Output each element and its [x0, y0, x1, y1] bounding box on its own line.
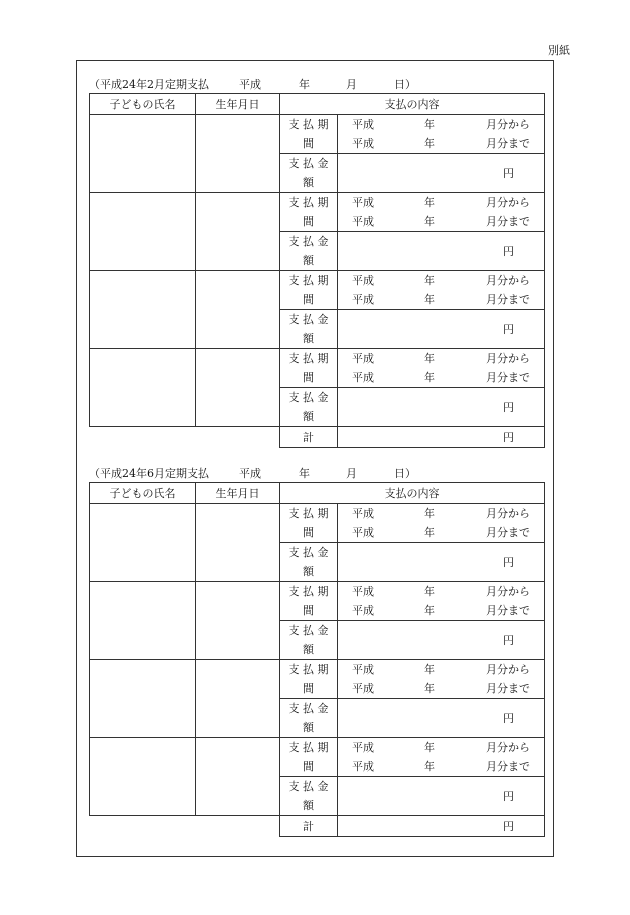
amount-label	[280, 621, 338, 660]
child-row	[90, 738, 545, 777]
amount-label	[280, 543, 338, 582]
period-label-line1: 支 払 期	[288, 741, 329, 754]
period-from-month: 月分から	[486, 663, 530, 676]
yen-unit: 円	[503, 401, 514, 414]
amount-label-line1: 支 払 金	[288, 780, 329, 793]
yen-unit: 円	[503, 556, 514, 569]
amount-label-line1: 支 払 金	[288, 391, 329, 404]
amount-label-line2: 額	[303, 721, 314, 734]
period-to	[338, 757, 544, 776]
total-yen-unit: 円	[503, 820, 514, 833]
period-from-era: 平成	[352, 274, 374, 287]
period-from	[338, 660, 544, 679]
amount-label	[280, 232, 338, 271]
total-row	[90, 816, 545, 837]
birth-date-cell[interactable]	[196, 660, 280, 738]
child-name-cell[interactable]	[90, 582, 196, 660]
child-name-cell[interactable]	[90, 115, 196, 193]
period-to-era: 平成	[352, 293, 374, 306]
birth-date-cell[interactable]	[196, 115, 280, 193]
amount-label-line1: 支 払 金	[288, 702, 329, 715]
period-to-year: 年	[424, 760, 435, 773]
amount-label	[280, 388, 338, 427]
period-from-era: 平成	[352, 741, 374, 754]
amount-label-line2: 額	[303, 410, 314, 423]
header-child-name: 子どもの氏名	[90, 94, 196, 115]
period-from-year: 年	[424, 196, 435, 209]
total-row	[90, 427, 545, 448]
period-to	[338, 290, 544, 309]
period-from	[338, 582, 544, 601]
yen-unit: 円	[503, 167, 514, 180]
birth-date-cell[interactable]	[196, 582, 280, 660]
period-to-year: 年	[424, 526, 435, 539]
period-label	[280, 660, 338, 699]
section-title-month: 月	[346, 467, 357, 480]
period-label-line2: 間	[303, 682, 314, 695]
period-from	[338, 115, 544, 134]
period-from-era: 平成	[352, 585, 374, 598]
period-from-year: 年	[424, 274, 435, 287]
period-to-era: 平成	[352, 215, 374, 228]
period-cell[interactable]	[338, 271, 545, 310]
child-row	[90, 349, 545, 388]
table-header	[90, 483, 545, 504]
amount-label-line1: 支 払 金	[288, 157, 329, 170]
period-to-year: 年	[424, 137, 435, 150]
period-from-month: 月分から	[486, 274, 530, 287]
period-to-era: 平成	[352, 760, 374, 773]
period-to-month: 月分まで	[486, 137, 530, 150]
header-child-name: 子どもの氏名	[90, 483, 196, 504]
period-to-year: 年	[424, 604, 435, 617]
period-from-month: 月分から	[486, 741, 530, 754]
amount-label-line2: 額	[303, 643, 314, 656]
period-cell[interactable]	[338, 193, 545, 232]
period-to-month: 月分まで	[486, 526, 530, 539]
birth-date-cell[interactable]	[196, 193, 280, 271]
period-to-month: 月分まで	[486, 682, 530, 695]
period-to-era: 平成	[352, 682, 374, 695]
period-label-line2: 間	[303, 293, 314, 306]
amount-cell[interactable]	[338, 621, 545, 660]
child-name-cell[interactable]	[90, 193, 196, 271]
header-birth-date: 生年月日	[196, 483, 280, 504]
section-title-year: 年	[299, 467, 310, 480]
amount-label-line2: 額	[303, 332, 314, 345]
period-cell[interactable]	[338, 738, 545, 777]
section-title	[89, 77, 544, 93]
amount-cell[interactable]	[338, 777, 545, 816]
period-to-month: 月分まで	[486, 215, 530, 228]
total-amount-cell[interactable]	[338, 427, 545, 448]
period-from-year: 年	[424, 585, 435, 598]
child-name-cell[interactable]	[90, 271, 196, 349]
period-from-year: 年	[424, 352, 435, 365]
total-label: 計	[280, 816, 338, 837]
period-cell[interactable]	[338, 349, 545, 388]
amount-label-line1: 支 払 金	[288, 235, 329, 248]
period-label-line2: 間	[303, 760, 314, 773]
period-label	[280, 115, 338, 154]
period-label	[280, 271, 338, 310]
period-label	[280, 738, 338, 777]
period-from-year: 年	[424, 507, 435, 520]
period-to-year: 年	[424, 215, 435, 228]
period-to-month: 月分まで	[486, 293, 530, 306]
period-label-line2: 間	[303, 137, 314, 150]
amount-label-line2: 額	[303, 254, 314, 267]
section-title-prefix: （平成24年6月定期支払	[89, 467, 209, 480]
child-name-cell[interactable]	[90, 349, 196, 427]
child-row	[90, 504, 545, 543]
payment-section-february	[89, 77, 544, 448]
period-to-era: 平成	[352, 604, 374, 617]
period-to	[338, 523, 544, 542]
period-to	[338, 134, 544, 153]
section-title-era: 平成	[239, 78, 261, 91]
period-label-line1: 支 払 期	[288, 663, 329, 676]
section-title-era: 平成	[239, 467, 261, 480]
period-to-era: 平成	[352, 371, 374, 384]
period-label	[280, 349, 338, 388]
amount-label-line2: 額	[303, 799, 314, 812]
birth-date-cell[interactable]	[196, 504, 280, 582]
amount-label	[280, 154, 338, 193]
period-label	[280, 193, 338, 232]
period-from	[338, 504, 544, 523]
child-name-cell[interactable]	[90, 660, 196, 738]
period-cell[interactable]	[338, 660, 545, 699]
section-title-day: 日）	[394, 78, 416, 91]
birth-date-cell[interactable]	[196, 349, 280, 427]
period-to-year: 年	[424, 293, 435, 306]
period-to	[338, 212, 544, 231]
payment-table	[89, 93, 545, 448]
child-row	[90, 271, 545, 310]
period-from-era: 平成	[352, 352, 374, 365]
period-from-month: 月分から	[486, 196, 530, 209]
period-from	[338, 271, 544, 290]
amount-cell[interactable]	[338, 699, 545, 738]
period-from	[338, 738, 544, 757]
period-label-line1: 支 払 期	[288, 196, 329, 209]
child-row	[90, 660, 545, 699]
period-cell[interactable]	[338, 582, 545, 621]
amount-label	[280, 310, 338, 349]
period-from-era: 平成	[352, 196, 374, 209]
amount-label	[280, 777, 338, 816]
birth-date-cell[interactable]	[196, 271, 280, 349]
birth-date-cell[interactable]	[196, 738, 280, 816]
amount-label-line1: 支 払 金	[288, 546, 329, 559]
period-from-era: 平成	[352, 507, 374, 520]
period-to-month: 月分まで	[486, 604, 530, 617]
child-row	[90, 582, 545, 621]
period-cell[interactable]	[338, 504, 545, 543]
table-header	[90, 94, 545, 115]
period-from-year: 年	[424, 741, 435, 754]
period-to-month: 月分まで	[486, 760, 530, 773]
total-yen-unit: 円	[503, 431, 514, 444]
yen-unit: 円	[503, 634, 514, 647]
period-from-month: 月分から	[486, 507, 530, 520]
section-title-month: 月	[346, 78, 357, 91]
child-row	[90, 193, 545, 232]
amount-label-line1: 支 払 金	[288, 624, 329, 637]
period-label	[280, 504, 338, 543]
yen-unit: 円	[503, 712, 514, 725]
period-to-year: 年	[424, 682, 435, 695]
section-title-prefix: （平成24年2月定期支払	[89, 78, 209, 91]
section-title-year: 年	[299, 78, 310, 91]
period-to-era: 平成	[352, 137, 374, 150]
child-name-cell[interactable]	[90, 738, 196, 816]
yen-unit: 円	[503, 323, 514, 336]
payment-table	[89, 482, 545, 837]
period-from-year: 年	[424, 663, 435, 676]
document-label: 別紙	[548, 44, 570, 57]
amount-label-line1: 支 払 金	[288, 313, 329, 326]
yen-unit: 円	[503, 245, 514, 258]
period-label-line2: 間	[303, 371, 314, 384]
header-birth-date: 生年月日	[196, 94, 280, 115]
period-to-month: 月分まで	[486, 371, 530, 384]
amount-label-line2: 額	[303, 565, 314, 578]
period-from-month: 月分から	[486, 118, 530, 131]
yen-unit: 円	[503, 790, 514, 803]
period-from	[338, 193, 544, 212]
payment-section-june	[89, 466, 544, 837]
period-to-year: 年	[424, 371, 435, 384]
amount-label-line2: 額	[303, 176, 314, 189]
period-label-line1: 支 払 期	[288, 352, 329, 365]
period-label	[280, 582, 338, 621]
period-to-era: 平成	[352, 526, 374, 539]
section-title-day: 日）	[394, 467, 416, 480]
period-to	[338, 679, 544, 698]
header-payment-content: 支払の内容	[280, 94, 545, 115]
amount-cell[interactable]	[338, 388, 545, 427]
header-payment-content: 支払の内容	[280, 483, 545, 504]
period-label-line1: 支 払 期	[288, 585, 329, 598]
period-from-month: 月分から	[486, 352, 530, 365]
period-to	[338, 368, 544, 387]
period-label-line2: 間	[303, 604, 314, 617]
amount-cell[interactable]	[338, 154, 545, 193]
period-label-line2: 間	[303, 526, 314, 539]
amount-cell[interactable]	[338, 310, 545, 349]
amount-cell[interactable]	[338, 232, 545, 271]
period-label-line1: 支 払 期	[288, 274, 329, 287]
period-to	[338, 601, 544, 620]
total-amount-cell[interactable]	[338, 816, 545, 837]
amount-cell[interactable]	[338, 543, 545, 582]
period-label-line2: 間	[303, 215, 314, 228]
period-label-line1: 支 払 期	[288, 507, 329, 520]
period-from	[338, 349, 544, 368]
period-label-line1: 支 払 期	[288, 118, 329, 131]
child-row	[90, 115, 545, 154]
period-from-era: 平成	[352, 118, 374, 131]
amount-label	[280, 699, 338, 738]
period-cell[interactable]	[338, 115, 545, 154]
total-label: 計	[280, 427, 338, 448]
period-from-year: 年	[424, 118, 435, 131]
period-from-month: 月分から	[486, 585, 530, 598]
section-title	[89, 466, 544, 482]
period-from-era: 平成	[352, 663, 374, 676]
child-name-cell[interactable]	[90, 504, 196, 582]
